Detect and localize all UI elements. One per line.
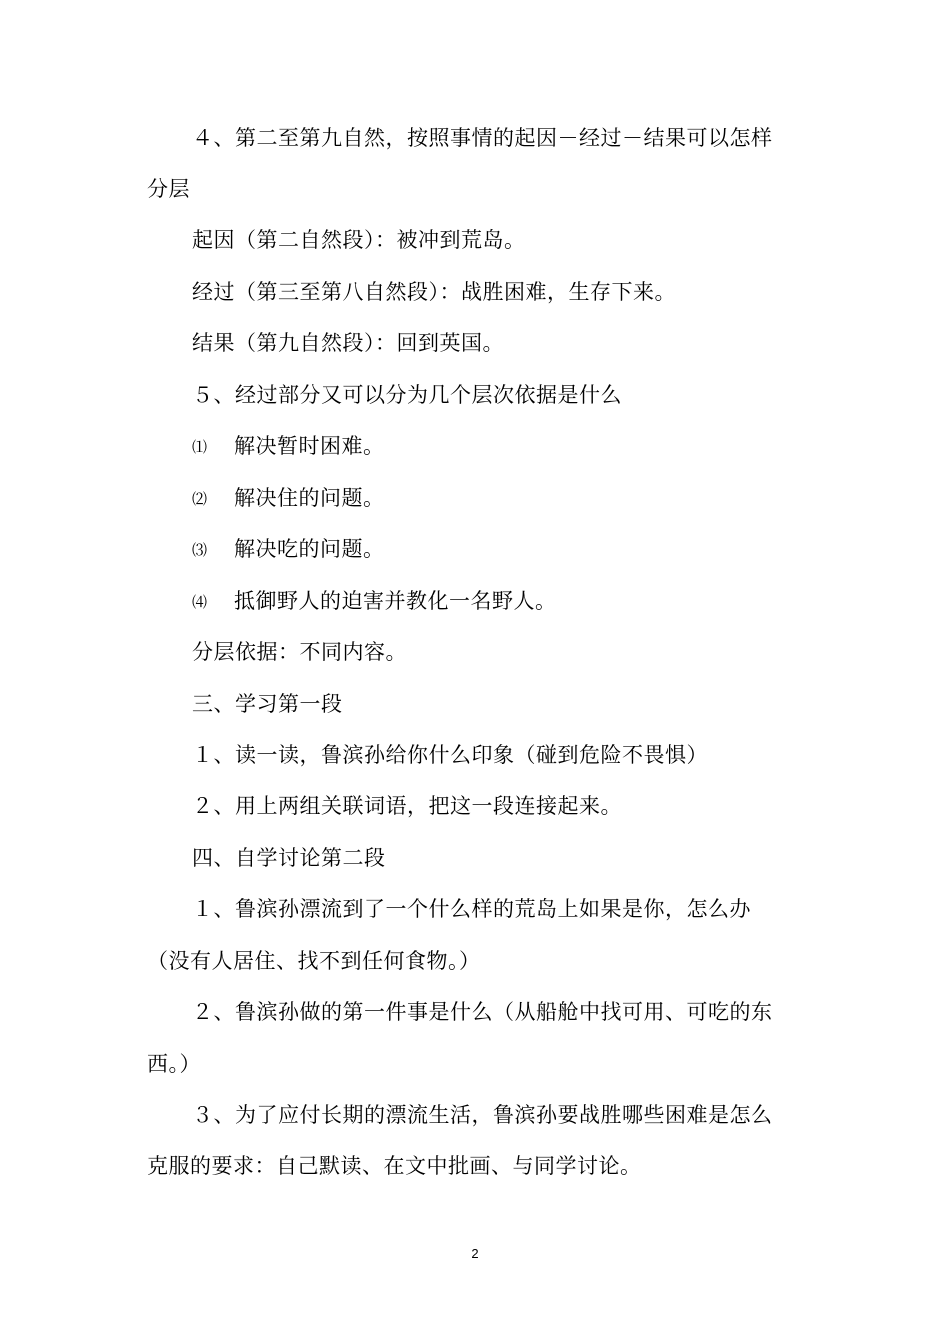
list-marker: ⑶ bbox=[192, 541, 208, 559]
list-item bbox=[192, 535, 385, 564]
section-heading: 四、自学讨论第二段 bbox=[192, 846, 386, 870]
list-item-text: 解决吃的问题。 bbox=[234, 537, 385, 561]
text-line: 分层 bbox=[147, 177, 190, 201]
text-line: 西。） bbox=[147, 1052, 201, 1076]
text-line: 分层依据：不同内容。 bbox=[192, 640, 407, 664]
text-line: 起因（第二自然段）：被冲到荒岛。 bbox=[192, 228, 526, 252]
list-item-text: 解决住的问题。 bbox=[234, 486, 385, 510]
text-line: ２、鲁滨孙做的第一件事是什么（从船舱中找可用、可吃的东 bbox=[192, 1000, 773, 1024]
page-number: 2 bbox=[471, 1246, 479, 1261]
list-marker: ⑴ bbox=[192, 438, 208, 456]
text-line: ４、第二至第九自然，按照事情的起因－经过－结果可以怎样 bbox=[192, 126, 773, 150]
text-line: 结果（第九自然段）：回到英国。 bbox=[192, 331, 504, 355]
text-line: 经过（第三至第八自然段）：战胜困难，生存下来。 bbox=[192, 280, 676, 304]
list-item bbox=[192, 432, 385, 461]
text-line: １、读一读，鲁滨孙给你什么印象（碰到危险不畏惧） bbox=[192, 743, 708, 767]
list-item bbox=[192, 484, 385, 513]
text-line: ３、为了应付长期的漂流生活，鲁滨孙要战胜哪些困难是怎么 bbox=[192, 1103, 773, 1127]
list-marker: ⑵ bbox=[192, 490, 208, 508]
text-line: （没有人居住、找不到任何食物。） bbox=[147, 949, 481, 973]
list-marker: ⑷ bbox=[192, 593, 208, 611]
text-line: 克服的要求：自己默读、在文中批画、与同学讨论。 bbox=[147, 1154, 642, 1178]
text-line: １、鲁滨孙漂流到了一个什么样的荒岛上如果是你，怎么办 bbox=[192, 897, 751, 921]
text-line: ５、经过部分又可以分为几个层次依据是什么 bbox=[192, 383, 622, 407]
text-line: ２、用上两组关联词语，把这一段连接起来。 bbox=[192, 794, 622, 818]
list-item bbox=[192, 587, 557, 616]
section-heading: 三、学习第一段 bbox=[192, 692, 343, 716]
list-item-text: 抵御野人的迫害并教化一名野人。 bbox=[234, 589, 557, 613]
list-item-text: 解决暂时困难。 bbox=[234, 434, 385, 458]
